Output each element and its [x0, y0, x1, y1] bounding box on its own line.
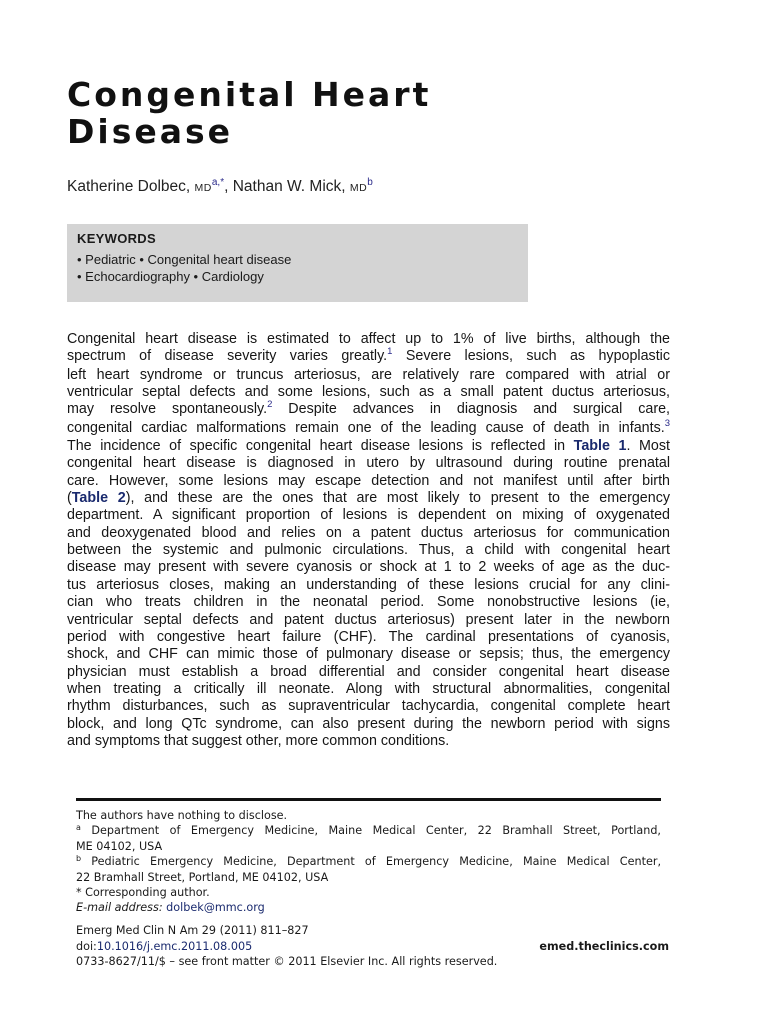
doi-line: doi:10.1016/j.emc.2011.08.005: [76, 939, 253, 953]
author-name: Nathan W. Mick,: [232, 178, 350, 195]
journal-citation: Emerg Med Clin N Am 29 (2011) 811–827: [76, 924, 309, 937]
author-affiliation-mark[interactable]: a,*: [211, 177, 225, 188]
affiliation-b: $^b$ Pediatric Emergency Medicine, Department of Emergency Medicine, Maine Medical Center,: [76, 854, 661, 868]
text-line: cian who treats children in the neonatal period. Some nonobstructive lesions (ie,: [67, 594, 670, 611]
reference-superscript[interactable]: 2: [267, 399, 273, 411]
citation-block: [76, 923, 669, 970]
keywords-box: [67, 224, 528, 302]
text-line: between the systemic and pulmonic circulations. Thus, a child with congenital heart: [67, 542, 670, 559]
keywords-line: • Echocardiography • Cardiology: [77, 269, 264, 284]
disclosure-note: The authors have nothing to disclose.: [76, 809, 288, 822]
author-affiliation-mark[interactable]: b: [367, 177, 373, 188]
author-separator: ,: [224, 178, 233, 195]
body-paragraph: [67, 331, 670, 750]
email-line: [76, 900, 661, 915]
text-line: when treating a critically ill neonate. Along with structural abnormalities, congenital: [67, 680, 670, 697]
corresponding-author-note: * Corresponding author.: [76, 886, 210, 899]
text-line: Congenital heart disease is estimated to affect up to 1% of live births, although the: [67, 331, 670, 347]
text-line: care. However, some lesions may escape detection and not manifest until after birth: [67, 472, 670, 489]
title-line-1: Congenital Heart: [67, 75, 432, 114]
text-line: disease may present with severe cyanosis or shock at 1 to 2 weeks of age as the duc-: [67, 559, 670, 576]
text-line: congenital cardiac malformations remain one of the leading cause of death in infants.$^3$: [67, 417, 670, 436]
table-1-link[interactable]: Table 1: [573, 438, 627, 455]
author-name: Katherine Dolbec,: [67, 178, 195, 195]
author-degree: MD: [349, 182, 368, 194]
table-2-link[interactable]: Table 2: [71, 490, 126, 507]
footnote-divider: [76, 798, 661, 801]
title-line-2: Disease: [67, 112, 234, 151]
text-line: department. A significant proportion of lesions is dependent on mixing of oxygenated: [67, 507, 670, 524]
reference-superscript[interactable]: 3: [664, 417, 670, 429]
text-line: left heart syndrome or truncus arteriosus, are relatively rare compared with atrial or: [67, 366, 670, 383]
text-line: period with congestive heart failure (CHF). The cardinal presentations of cyanosis,: [67, 628, 670, 645]
text-line: block, and long QTc syndrome, can also present during the newborn period with signs: [67, 715, 670, 732]
text-line: The incidence of specific congenital heart disease lesions is reflected in Table 1. Most: [67, 438, 670, 455]
journal-website-link[interactable]: emed.theclinics.com: [539, 939, 669, 953]
author-list: [67, 178, 373, 196]
affiliation-a-cont: ME 04102, USA: [76, 840, 163, 853]
email-link[interactable]: dolbek@mmc.org: [166, 901, 265, 914]
text-line: congenital heart disease is diagnosed in utero by ultrasound during routine prenatal: [67, 455, 670, 472]
keywords-line: • Pediatric • Congenital heart disease: [77, 252, 292, 267]
text-line: ventricular septal defects and patent ductus arteriosus) present later in the newborn: [67, 611, 670, 628]
email-label: E-mail address:: [76, 901, 163, 914]
text-line: shock, and CHF can mimic those of pulmonary disease or sepsis; thus, the emergency: [67, 646, 670, 663]
copyright-notice: 0733-8627/11/$ – see front matter © 2011 Elsevier Inc. All rights reserved.: [76, 955, 498, 968]
text-line: ventricular septal defects and some lesions, such as a small patent ductus arteriosus,: [67, 384, 670, 401]
affiliation-b-cont: 22 Bramhall Street, Portland, ME 04102, USA: [76, 871, 329, 884]
reference-superscript[interactable]: 1: [387, 346, 393, 358]
footnotes: [76, 808, 661, 915]
keywords-heading: KEYWORDS: [77, 231, 156, 246]
affiliation-a: $^a$ Department of Emergency Medicine, Maine Medical Center, 22 Bramhall Street, Portland,: [76, 823, 661, 837]
doi-link[interactable]: 10.1016/j.emc.2011.08.005: [96, 939, 253, 953]
text-line: (Table 2), and these are the ones that are most likely to present to the emergency: [67, 490, 670, 507]
article-title: [67, 76, 627, 150]
text-line: physician must establish a broad differential and consider congenital heart disease: [67, 663, 670, 680]
text-line: spectrum of disease severity varies greatly.$^1$ Severe lesions, such as hypoplastic: [67, 346, 670, 365]
text-line: may resolve spontaneously.$^2$ Despite advances in diagnosis and surgical care,: [67, 399, 671, 418]
text-line: and symptoms that suggest other, more common conditions.: [67, 732, 450, 749]
author-degree: MD: [194, 182, 212, 194]
text-line: rhythm disturbances, such as supraventricular tachycardia, congenital complete heart: [67, 698, 670, 715]
text-line: and deoxygenated blood and relies on a patent ductus arteriosus for communication: [67, 524, 670, 541]
text-line: tus arteriosus closes, making an understanding of these lesions crucial for any clini-: [67, 576, 670, 593]
